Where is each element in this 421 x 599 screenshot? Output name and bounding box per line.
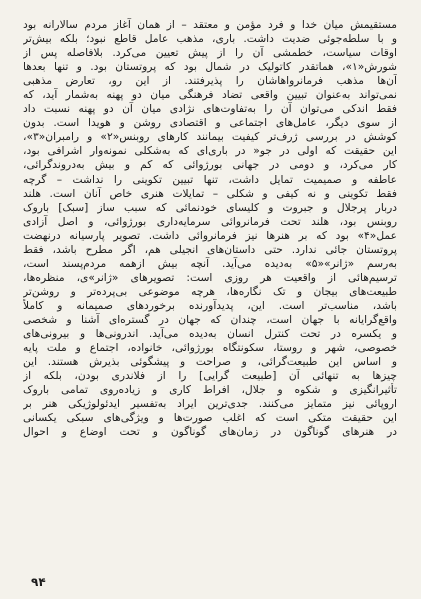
body-text	[23, 18, 397, 439]
text-line: فقط تکوینی و نه کیفی و شکلی – تمایلات هنری خاص آنان است. هلند	[23, 186, 397, 200]
text-line: فقط اندکی می‌توان آن را به‌تفاوت‌های نژادی میان آن دو پهنه نسبت داد	[23, 102, 397, 116]
text-line: چیزها به تنهائی آن [طبیعت گرایی] را از فلاندری بودن، بلکه از	[23, 369, 397, 383]
text-line: نمی‌تواند به‌عنوان تبیین واقعی تضاد فرهنگی میان دو پهنه به‌شمار آید، که	[23, 88, 397, 102]
text-line: و یکسره در تحت کنترل انسان به‌دیده می‌آید. اندرونی‌ها و بیرونی‌های	[23, 327, 397, 341]
text-line: مستقیمش میان خدا و فرد مؤمن و معتقد – از همان آغاز مردم سالارانه بود	[23, 18, 397, 31]
text-line: خصوصی، شهر و روستا، سکونتگاه بورژوائی، خانواده، اجتماع و ملت پایه	[23, 341, 397, 355]
text-line: آن‌ها مذهب فرمانرواهاشان را پذیرفتند. از این رو، تعارض مذهبی	[23, 74, 397, 88]
text-line: دربار پرجلال و جبروت و کلیسای خودنمائی که سبب ساز [سبک] باروک	[23, 200, 397, 214]
text-line: طبیعت‌های بیجان و تک نگاره‌ها، هرچه موضوعی بی‌پرده‌تر و روشن‌تر	[23, 284, 397, 298]
text-line: و اساس این طبیعت‌گرائی، و صراحت و پیشگوئی بذیرش هستند. این	[23, 355, 397, 369]
text-line: باشد، مناسب‌تر است. این، پدیدآورنده برخوردهای صمیمانه و کاملاً	[23, 298, 397, 312]
text-line: اوقات سیاست، خطمشی آن را از پیش تعیین می‌کرد. بلافاصله پس از	[23, 46, 397, 60]
text-line: و با سلطه‌جوئی ضدیت داشت. باری، مذهب عامل قاطع نبود؛ بلکه بیش‌تر	[23, 32, 397, 46]
text-line: کوشش در بررسی ژرف‌تر کیفیت بیمانند کارهای روبنس«۲» و رامبران«۳»،	[23, 130, 397, 144]
text-line: در هنرهای گوناگون در زمان‌های گوناگون و تحت اوضاع و احوال	[23, 425, 397, 439]
page-number: ۹۴	[31, 575, 46, 589]
text-line: عمل«۴» بود که بر هنرها نیز فرمانروائی داشت. تصویر پارسیانه درنهضت	[23, 228, 397, 242]
text-line: از سوی دیگر، عامل‌های اجتماعی و اقتصادی روشن و هویدا است. بدون	[23, 116, 397, 130]
text-line: این حقیقت متکی است که اغلب صورت‌ها و ویژگی‌های سبکی یکسانی	[23, 411, 397, 425]
text-line: روبنس بود، هلند تحت فرمانروائی سرمایه‌داری بورژوائی، و اصل آزادی	[23, 214, 397, 228]
text-line: عاطفه و صمیمیت تمایل داشت، تنها تبیین تکوینی را نداشت – گرچه	[23, 172, 397, 186]
text-line: تأثیرانگیزی و شکوه و جلال، افراط کاری و زیاده‌روی تمامی باروک	[23, 383, 397, 397]
text-line: ترسیم‌هائی از واقعیت هر روزی است: تصویرهای «ژانر»ی، منظره‌ها،	[23, 270, 397, 284]
text-line: به‌رسم «ژانر»«۵» به‌دیده می‌آید. آنچه بیش ازهمه مردم‌پسند است،	[23, 256, 397, 270]
text-line: اروپائی نیز متمایز می‌کنند. جدی‌ترین ایراد به‌تفسیر ایدئولوژیکی هنر بر	[23, 397, 397, 411]
text-line: شورش«۱»، هماتقدر کاتولیک در شمال بود که پروتستان بود. و تنها بعدها	[23, 60, 397, 74]
text-line: کار می‌کرد، و دومی در جهانی بورژوائی که کم و بیش به‌دروندگرائی،	[23, 158, 397, 172]
text-line: پروتستان جائی ندارد. حتی داستان‌های انجیلی هم، اگر مطرح باشد، فقط	[23, 242, 397, 256]
text-line: این حقیقت که اولی در جو« در باری‌ای که به‌شکلی نمونه‌وار اشرافی بود،	[23, 144, 397, 158]
text-line: واقع‌گرایانه با جهان است، چندان که جهان در گستره‌ای آشنا و شخصی	[23, 312, 397, 326]
